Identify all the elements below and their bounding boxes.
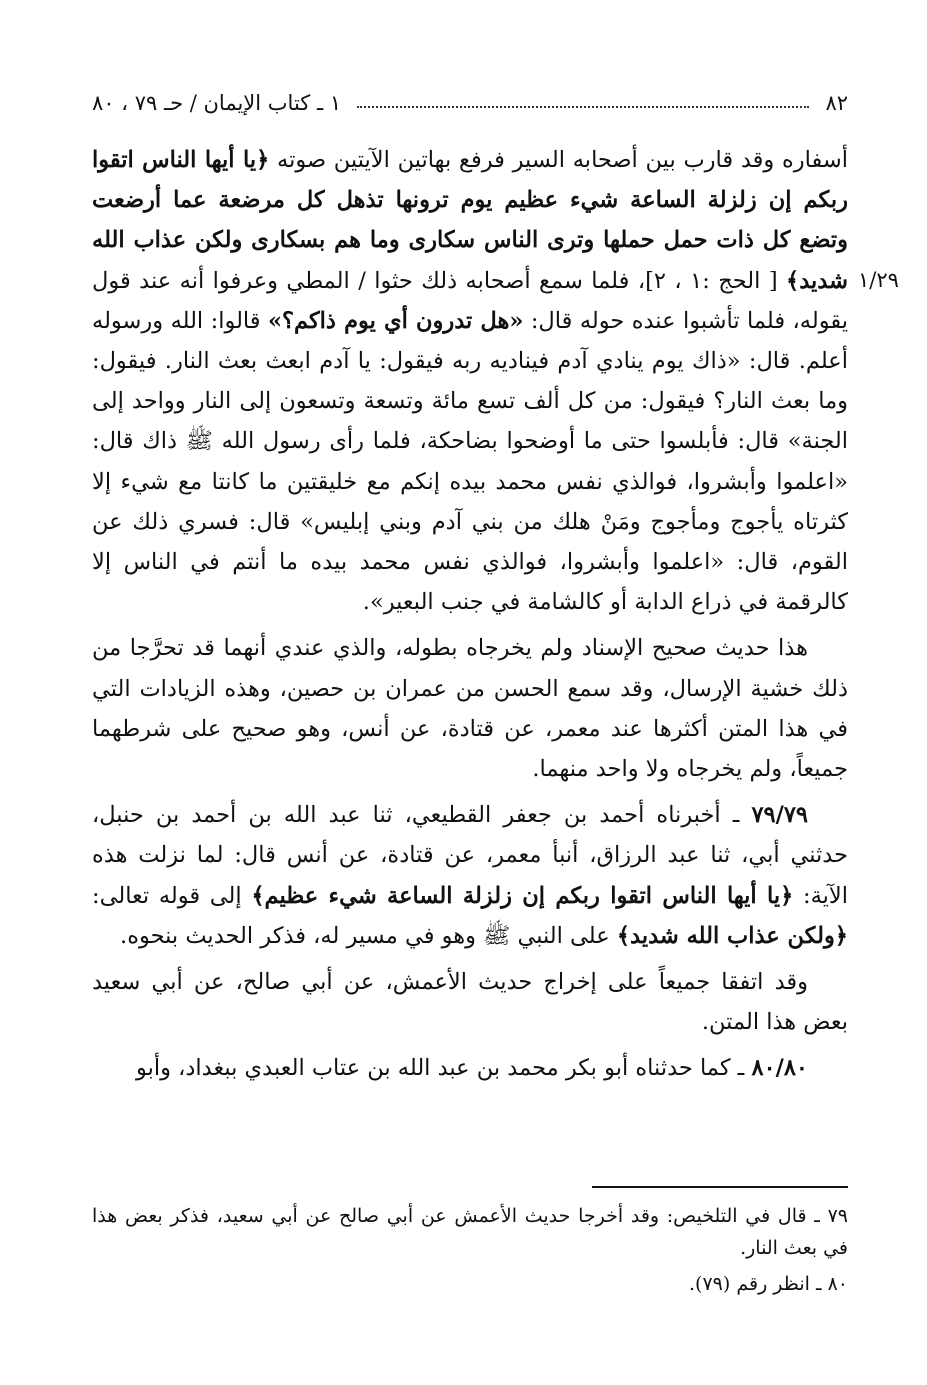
hadith-number: ٨٠/٨٠ [751, 1055, 808, 1082]
text-run: [ الحج :١ ، ٢]، فلما سمع أصحابه ذلك حثوا / المطي وعرفوا أنه عند قول يقوله، فلما تأشبوا عنده حوله قال: [92, 267, 848, 334]
paragraph-commentary: هذا حديث صحيح الإسناد ولم يخرجاه بطوله، والذي عندي أنهما قد تحرَّجا من ذلك خشية الإرسال، وقد سمع الحسن من عمران بن حصين، وهذه الزيادات التي في هذا المتن أكثرها عند معمر، عن قتادة، عن أنس، وهو صحيح على شرطهما جميعاً، ولم يخرجاه ولا واحد منهما. [92, 635, 848, 783]
quran-verse: ﴿يا أيها الناس اتقوا ربكم إن زلزلة الساعة شيء عظيم يوم ترونها تذهل كل مرضعة عما أرضعت وتضع كل ذات حمل حملها وترى الناس سكارى وما هم بسكارى ولكن عذاب الله شديد﴾ [92, 147, 848, 294]
quran-verse: ﴿يا أيها الناس اتقوا ربكم إن زلزلة الساعة شيء عظيم﴾ [251, 882, 794, 909]
text-run: ـ أخبرناه أحمد بن جعفر القطيعي، ثنا عبد الله بن أحمد بن حنبل، حدثني أبي، ثنا عبد الرزاق، أنبأ معمر، عن قتادة، عن أنس قال: لما نزلت هذه الآية: [92, 802, 848, 909]
footnote-79: ٧٩ ـ قال في التلخيص: وقد أخرجا حديث الأعمش عن أبي صالح عن أبي سعيد، فذكر بعض هذا في بعث النار. [92, 1205, 848, 1259]
running-title: ١ ـ كتاب الإيمان / حـ ٧٩ ، ٨٠ [92, 91, 342, 115]
paragraph-hadith-80 [92, 1048, 848, 1088]
page-number: ٨٢ [825, 91, 848, 115]
paragraph-agreement: وقد اتفقا جميعاً على إخراج حديث الأعمش، عن أبي صالح، عن أبي سعيد بعض هذا المتن. [92, 969, 848, 1036]
header-dotted-leader [357, 106, 809, 108]
main-text [92, 140, 848, 1095]
paragraph-hadith-text [92, 140, 848, 622]
text-run: إلى قوله تعالى: [92, 882, 252, 909]
prophetic-quote: «هل تدرون أي يوم ذاكم؟» [267, 307, 524, 334]
running-header [92, 86, 848, 120]
quran-verse: ﴿ولكن عذاب الله شديد﴾ [616, 922, 848, 949]
paragraph-hadith-79 [92, 795, 848, 956]
footnote-80: ٨٠ ـ انظر رقم (٧٩). [689, 1273, 848, 1295]
text-run: ـ كما حدثناه أبو بكر محمد بن عبد الله بن عتاب العبدي ببغداد، وأبو [135, 1055, 752, 1082]
text-run: على النبي ﷺ وهو في مسير له، فذكر الحديث بنحوه. [120, 922, 617, 949]
footnotes [92, 1200, 848, 1304]
text-run: قالوا: الله ورسوله أعلم. قال: «ذاك يوم ينادي آدم فيناديه ربه فيقول: يا آدم ابعث بعث النار. فيقول: وما بعث النار؟ فيقول: من كل ألف تسع مائة وتسعة وتسعون إلى النار وواحد إلى الجنة» قال: فأبلسوا حتى ما أوضحوا بضاحكة، فلما رأى رسول الله ﷺ ذاك قال: «اعلموا وأبشروا، فوالذي نفس محمد بيده إنكم مع خليقتين ما كانتا مع شيء إلا كثرتاه يأجوج ومأجوج ومَنْ هلك من بني آدم وبني إبليس» قال: فسري ذلك عن القوم، قال: «اعلموا وأبشروا، فوالذي نفس محمد بيده ما أنتم في الناس إلا كالرقمة في ذراع الدابة أو كالشامة في جنب البعير». [92, 307, 848, 616]
footnote-separator [592, 1186, 848, 1188]
margin-note: ١/٢٩ [858, 268, 899, 292]
text-run: أسفاره وقد قارب بين أصحابه السير فرفع بهاتين الآيتين صوته [269, 147, 849, 173]
hadith-number: ٧٩/٧٩ [751, 802, 808, 829]
